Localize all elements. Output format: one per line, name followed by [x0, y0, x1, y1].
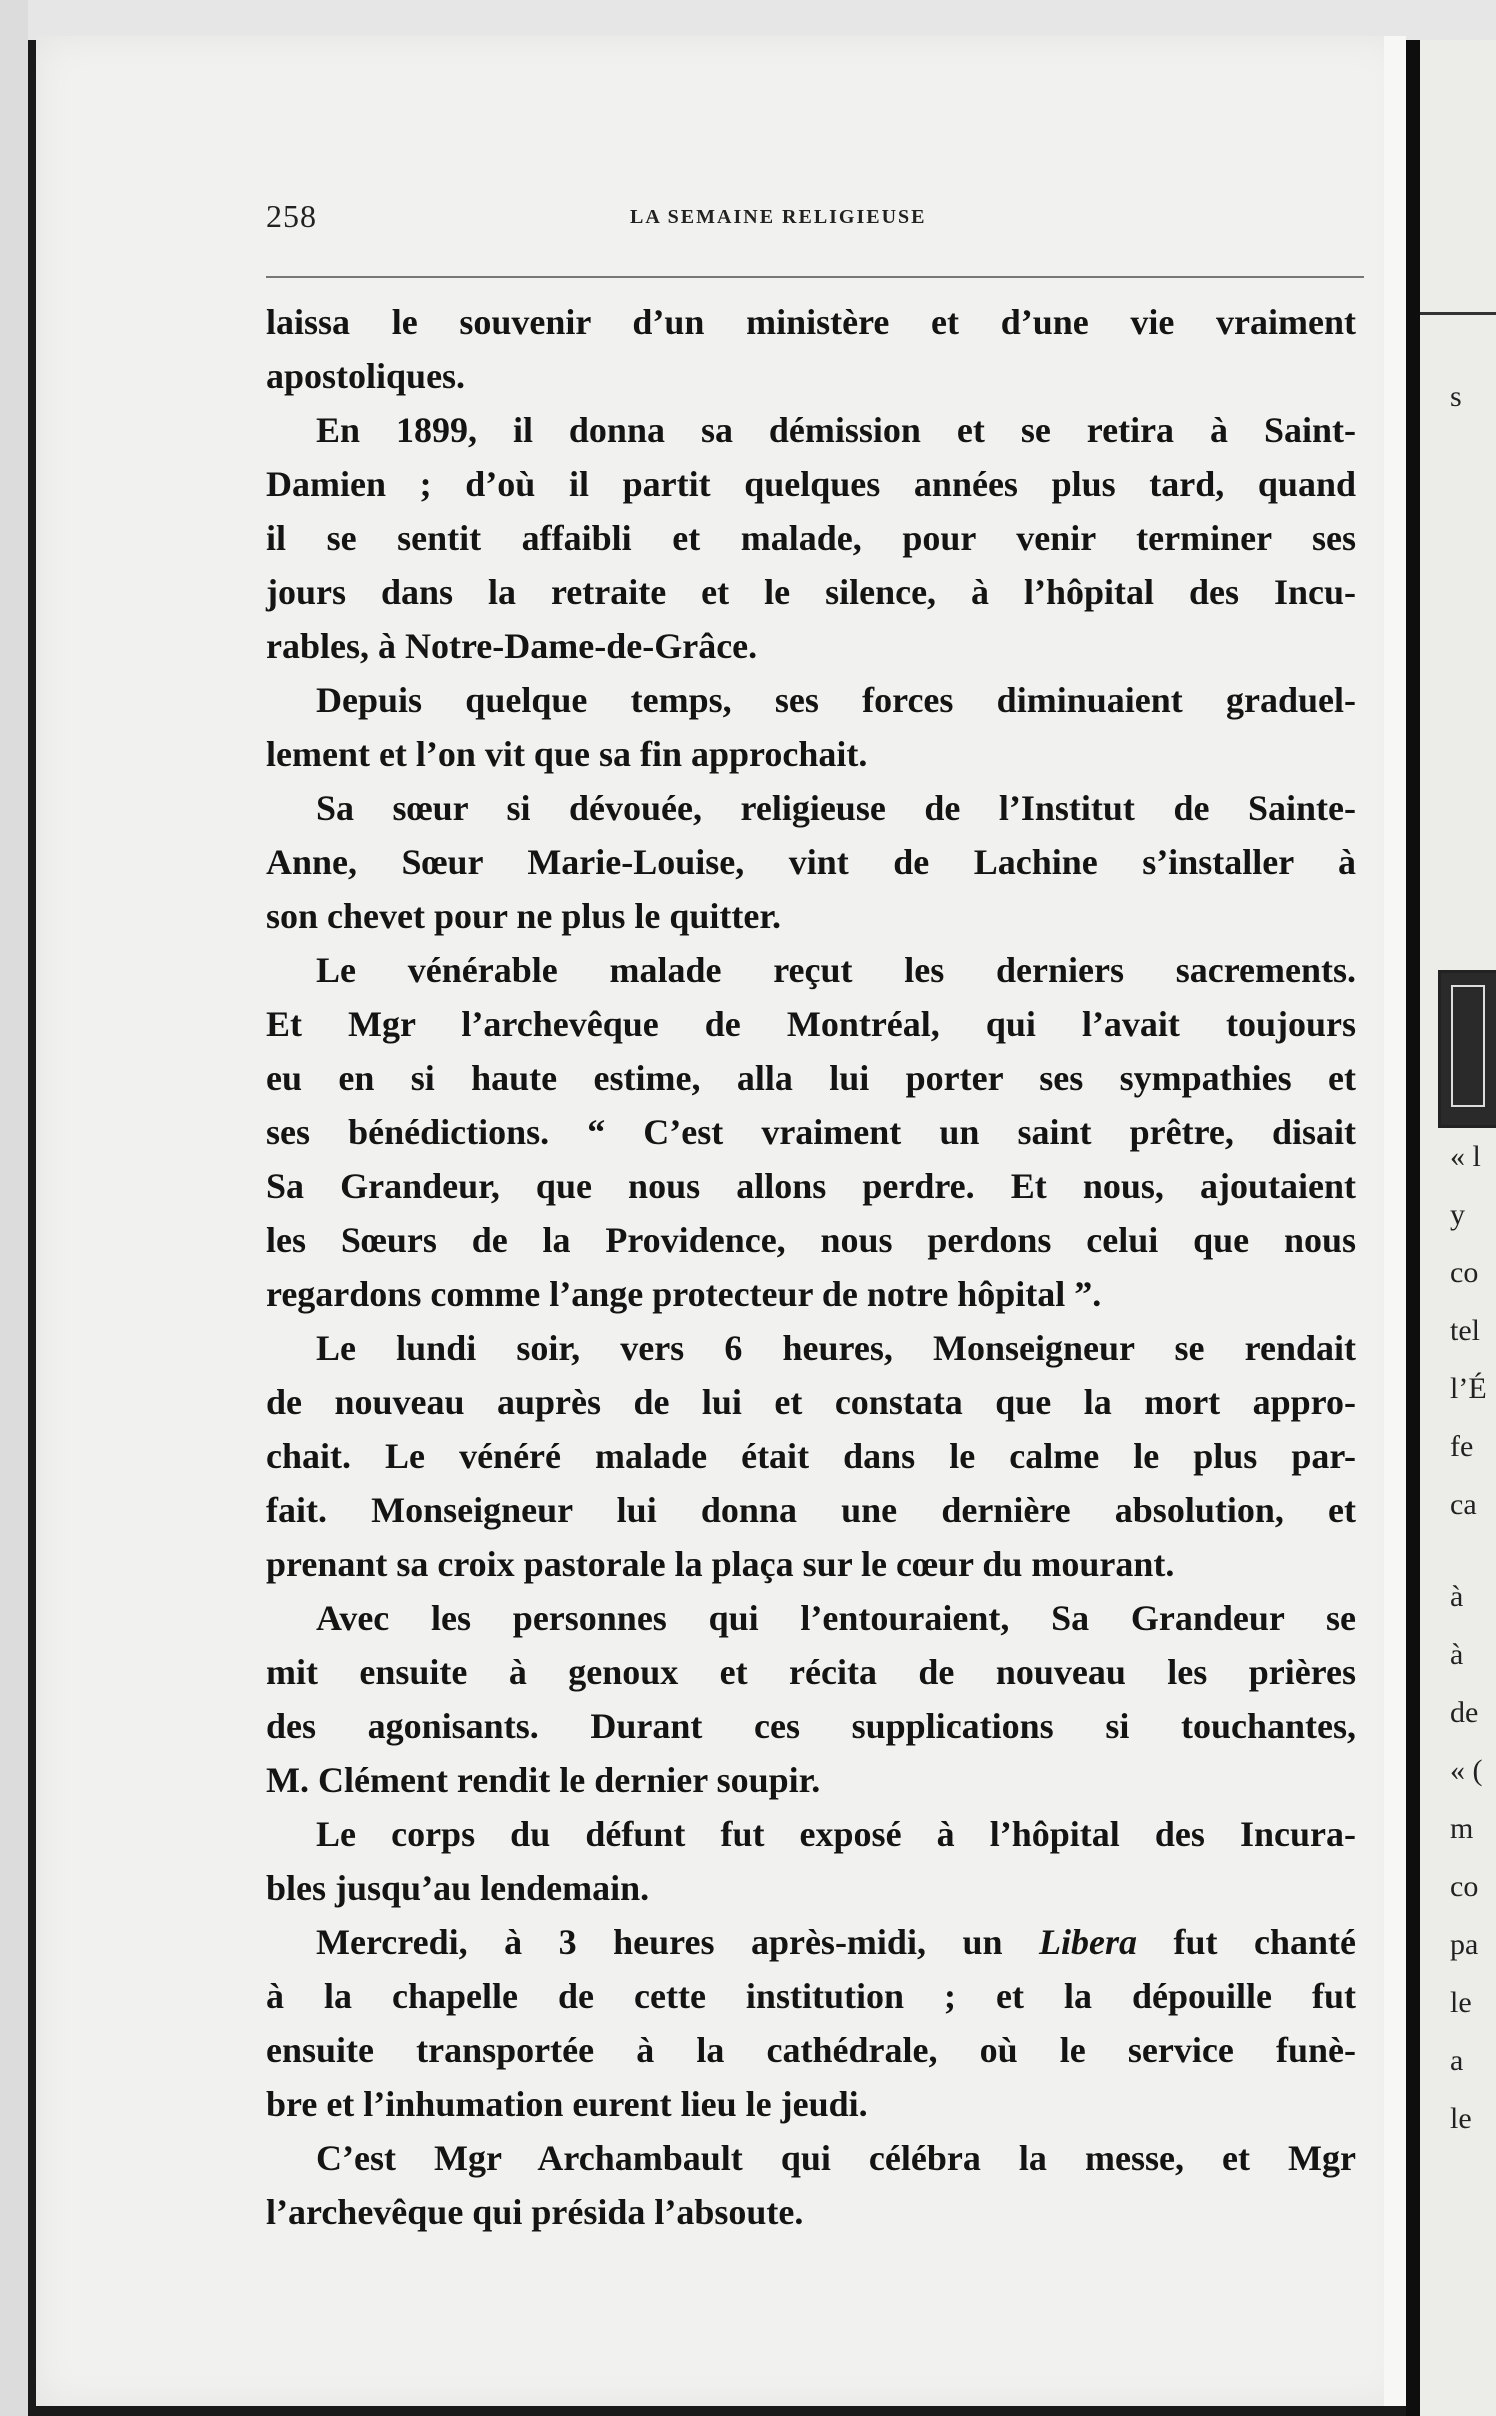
text-line: laissa le souvenir d’un ministère et d’une vie vraiment: [266, 302, 1356, 342]
adjacent-page-fragment: a: [1450, 2044, 1464, 2077]
text-line: les Sœurs de la Providence, nous perdons celui que nous: [266, 1220, 1356, 1260]
page-divider: [1406, 40, 1420, 2416]
text-line: Sa sœur si dévouée, religieuse de l’Institut de Sainte-: [316, 788, 1356, 828]
adjacent-page-edge: [1420, 40, 1496, 2416]
header-rule: [266, 276, 1364, 278]
text-line: chait. Le vénéré malade était dans le calme le plus par-: [266, 1436, 1356, 1476]
text-line: M. Clément rendit le dernier soupir.: [266, 1760, 821, 1800]
text-line: C’est Mgr Archambault qui célébra la messe, et Mgr: [316, 2138, 1356, 2178]
adjacent-page-fragment: de: [1450, 1696, 1479, 1729]
italic-word: Libera: [1039, 1922, 1137, 1962]
text-line: il se sentit affaibli et malade, pour venir terminer ses: [266, 518, 1356, 558]
text-line: ensuite transportée à la cathédrale, où le service funè-: [266, 2030, 1356, 2070]
text-line: Depuis quelque temps, ses forces diminuaient graduel-: [316, 680, 1356, 720]
adjacent-page-fragment: le: [1450, 1986, 1472, 2019]
page-number: 258: [266, 198, 317, 234]
adjacent-page-fragment: à: [1450, 1580, 1464, 1613]
text-line: rables, à Notre-Dame-de-Grâce.: [266, 626, 758, 666]
adjacent-page-fragment: l’É: [1450, 1372, 1487, 1405]
text-line: de nouveau auprès de lui et constata que la mort appro-: [266, 1382, 1356, 1422]
adjacent-page-fragment: le: [1450, 2102, 1472, 2135]
adjacent-page-fragment: à: [1450, 1638, 1464, 1671]
adjacent-page-fragment: tel: [1450, 1314, 1480, 1347]
text-line: Anne, Sœur Marie-Louise, vint de Lachine s’installer à: [266, 842, 1356, 882]
text-line: Avec les personnes qui l’entouraient, Sa Grandeur se: [316, 1598, 1356, 1638]
running-head: [266, 198, 1366, 238]
text-line: fait. Monseigneur lui donna une dernière absolution, et: [266, 1490, 1356, 1530]
text-line: eu en si haute estime, alla lui porter ses sympathies et: [266, 1058, 1356, 1098]
text-line: bles jusqu’au lendemain.: [266, 1868, 650, 1908]
text-line: regardons comme l’ange protecteur de notre hôpital ”.: [266, 1274, 1102, 1314]
text-line: des agonisants. Durant ces supplications si touchantes,: [266, 1706, 1356, 1746]
text-line: Le corps du défunt fut exposé à l’hôpital des Incura-: [316, 1814, 1356, 1854]
text-line: apostoliques.: [266, 356, 466, 396]
text-line: En 1899, il donna sa démission et se retira à Saint-: [316, 410, 1356, 450]
text-line: son chevet pour ne plus le quitter.: [266, 896, 782, 936]
body-text: [266, 295, 1356, 2239]
text-line: ses bénédictions. “ C’est vraiment un saint prêtre, disait: [266, 1112, 1356, 1152]
adjacent-page-fragment: y: [1450, 1198, 1465, 1231]
text-line: à la chapelle de cette institution ; et la dépouille fut: [266, 1976, 1356, 2016]
adjacent-page-fragment: pa: [1450, 1928, 1479, 1961]
adjacent-page-rule: [1420, 312, 1496, 315]
scan-top-margin: [0, 0, 1496, 40]
text-line: lement et l’on vit que sa fin approchait.: [266, 734, 868, 774]
text-line: Sa Grandeur, que nous allons perdre. Et nous, ajoutaient: [266, 1166, 1356, 1206]
text-line: Le vénérable malade reçut les derniers sacrements.: [316, 950, 1356, 990]
text-line: bre et l’inhumation eurent lieu le jeudi.: [266, 2084, 868, 2124]
text-line: mit ensuite à genoux et récita de nouveau les prières: [266, 1652, 1356, 1692]
adjacent-page-fragment: co: [1450, 1256, 1479, 1289]
adjacent-page-ornament: [1438, 970, 1496, 1128]
adjacent-page-fragment: « l: [1450, 1140, 1481, 1173]
adjacent-page-fragment: m: [1450, 1812, 1474, 1845]
text-line: Et Mgr l’archevêque de Montréal, qui l’avait toujours: [266, 1004, 1356, 1044]
text-line: l’archevêque qui présida l’absoute.: [266, 2192, 804, 2232]
text-line: Mercredi, à 3 heures après-midi, un Libera fut chanté: [316, 1922, 1356, 1962]
running-title: LA SEMAINE RELIGIEUSE: [630, 206, 927, 228]
adjacent-page-fragment: fe: [1450, 1430, 1474, 1463]
adjacent-page-fragment: « (: [1450, 1754, 1483, 1787]
page-gutter: [1384, 36, 1406, 2406]
adjacent-page-fragment: ca: [1450, 1488, 1477, 1521]
adjacent-page-fragment: s: [1450, 380, 1462, 413]
text-line: prenant sa croix pastorale la plaça sur le cœur du mourant.: [266, 1544, 1175, 1584]
adjacent-page-fragment: co: [1450, 1870, 1479, 1903]
text-line: Damien ; d’où il partit quelques années plus tard, quand: [266, 464, 1356, 504]
scan-left-margin: [0, 0, 28, 2416]
text-line: Le lundi soir, vers 6 heures, Monseigneur se rendait: [316, 1328, 1356, 1368]
text-line: jours dans la retraite et le silence, à l’hôpital des Incu-: [266, 572, 1356, 612]
